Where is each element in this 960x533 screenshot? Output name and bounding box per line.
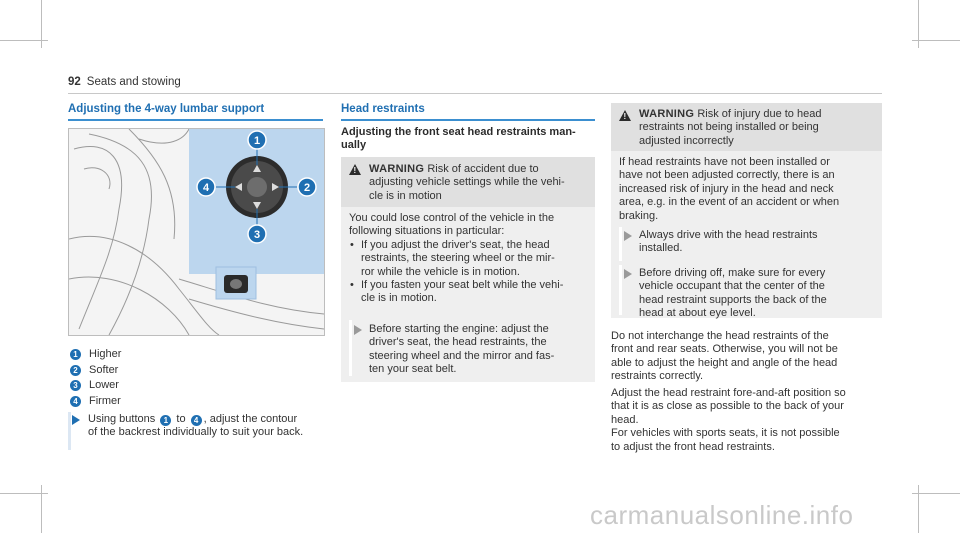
callout-number: 1 <box>70 349 81 360</box>
svg-text:3: 3 <box>253 229 261 241</box>
legend-item <box>70 347 121 363</box>
crop-mark <box>0 40 48 41</box>
action-arrow-icon <box>624 269 632 279</box>
paragraph-interchange: Do not interchange the head restraints of the front and rear seats. Otherwise, you will not be able to adjust the height and angle of the head restraints correctly. <box>611 330 838 383</box>
callout-number: 4 <box>191 415 202 426</box>
heading-rule <box>341 119 595 121</box>
subheading-front-restraints: Adjusting the front seat head restraints man- ually <box>341 126 576 152</box>
paragraph-adjust: Adjust the head restraint fore-and-aft position so that it is as close as possible to the back of your head. For vehicles with sports seats, it is not possible to adjust the front head restraints. <box>611 387 846 453</box>
svg-text:4: 4 <box>202 182 210 194</box>
callout-number: 2 <box>70 365 81 376</box>
svg-text:1: 1 <box>253 135 261 147</box>
warning-body: If head restraints have not been installed or have not been adjusted correctly, there is an increased risk of injury in the head and neck area, e.g. in the event of an accident or when braking. <box>619 156 840 222</box>
action-arrow-icon <box>624 231 632 241</box>
action-bar <box>619 227 622 261</box>
warning-title: WARNING Risk of injury due to head restraints not being installed or being adjusted incorrectly <box>639 108 822 147</box>
list-item: • If you fasten your seat belt while the vehi- cle is in motion. <box>349 279 589 306</box>
list-item: • If you adjust the driver's seat, the head restraints, the steering wheel or the mir- ror while the vehicle is in motion. <box>349 239 589 279</box>
heading-head-restraints: Head restraints <box>341 103 425 115</box>
page-header <box>68 76 181 88</box>
callout-number: 4 <box>70 396 81 407</box>
watermark: carmanualsonline.info <box>590 500 854 530</box>
action-arrow-icon <box>354 325 362 335</box>
legend-label: Higher <box>89 348 122 361</box>
svg-text:2: 2 <box>303 182 311 194</box>
callout-number: 1 <box>160 415 171 426</box>
figure-legend <box>70 347 121 409</box>
warning-triangle-icon <box>349 164 361 175</box>
heading-rule <box>68 119 323 121</box>
crop-mark <box>912 40 960 41</box>
crop-mark <box>912 493 960 494</box>
warning-title: WARNING Risk of accident due to adjusting vehicle settings while the vehi- cle is in motion <box>369 163 565 202</box>
heading-lumbar: Adjusting the 4-way lumbar support <box>68 103 265 115</box>
header-divider <box>68 93 882 94</box>
action-bar <box>349 320 352 376</box>
legend-label: Firmer <box>89 394 121 407</box>
lumbar-instruction: Using buttons 1 to 4 , adjust the contour of the backrest individually to suit your back. <box>88 413 304 439</box>
lumbar-support-figure <box>68 128 325 336</box>
warning-box-motion <box>341 157 595 382</box>
callout-number: 3 <box>70 380 81 391</box>
crop-mark <box>0 493 48 494</box>
legend-label: Softer <box>89 363 119 376</box>
action-arrow-icon <box>72 415 80 425</box>
action-bar <box>619 265 622 315</box>
warning-box-injury <box>611 103 882 318</box>
legend-item <box>70 394 121 410</box>
seat-illustration <box>69 129 324 335</box>
page-number: 92 <box>68 76 81 88</box>
instruction-bar <box>68 412 71 450</box>
warning-action: Always drive with the head restraints installed. <box>639 229 818 255</box>
legend-label: Lower <box>89 379 119 392</box>
warning-body: You could lose control of the vehicle in the following situations in particular: • If you adjust the driver's seat, the head restraints, the steering wheel or the mir- ror while the vehicle is in motion. • If you fasten your seat belt while the vehi- cle is in motion. <box>349 212 589 306</box>
legend-item <box>70 363 121 379</box>
warning-action: Before driving off, make sure for every vehicle occupant that the center of the head restraint supports the back of the head at about eye level. <box>639 267 827 320</box>
warning-action: Before starting the engine: adjust the driver's seat, the head restraints, the steering wheel and the mirror and fas- ten your seat belt. <box>369 323 555 376</box>
warning-triangle-icon <box>619 110 631 121</box>
legend-item <box>70 378 121 394</box>
section-title: Seats and stowing <box>86 76 181 88</box>
